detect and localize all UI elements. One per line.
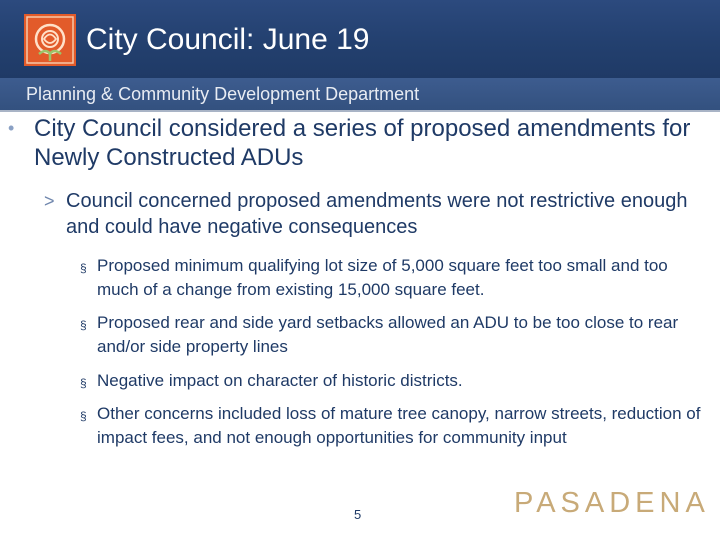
bullet-level-3 <box>80 311 705 359</box>
bullet-dot-icon: • <box>8 118 15 138</box>
bullet-level-3 <box>80 369 705 393</box>
square-bullet-icon: § <box>80 409 87 423</box>
bullet-text: Proposed rear and side yard setbacks allowed an ADU to be too close to rear and/or side property lines <box>97 313 679 356</box>
bullet-text: Other concerns included loss of mature tree canopy, narrow streets, reduction of impact fees, and not enough opportunities for community input <box>97 404 701 447</box>
department-name: Planning & Community Development Department <box>26 84 420 104</box>
square-bullet-icon: § <box>80 261 87 275</box>
bullet-text: Proposed minimum qualifying lot size of 5,000 square feet too small and too much of a change from existing 15,000 square feet. <box>97 256 668 299</box>
bullet-level-1 <box>8 114 708 172</box>
bullet-level-3 <box>80 402 705 450</box>
bullet-text: City Council considered a series of proposed amendments for Newly Constructed ADUs <box>34 115 691 171</box>
pasadena-wordmark: PASADENA <box>514 487 710 519</box>
square-bullet-icon: § <box>80 318 87 332</box>
slide-title: City Council: June 19 <box>86 23 370 56</box>
bullet-level-3 <box>80 254 705 302</box>
chevron-right-icon: > <box>44 191 55 211</box>
page-number: 5 <box>354 507 362 522</box>
bullet-level-2 <box>44 188 704 240</box>
bullet-text: Council concerned proposed amendments were not restrictive enough and could have negative consequences <box>66 190 688 238</box>
square-bullet-icon: § <box>80 376 87 390</box>
bullet-text: Negative impact on character of historic districts. <box>97 371 463 390</box>
